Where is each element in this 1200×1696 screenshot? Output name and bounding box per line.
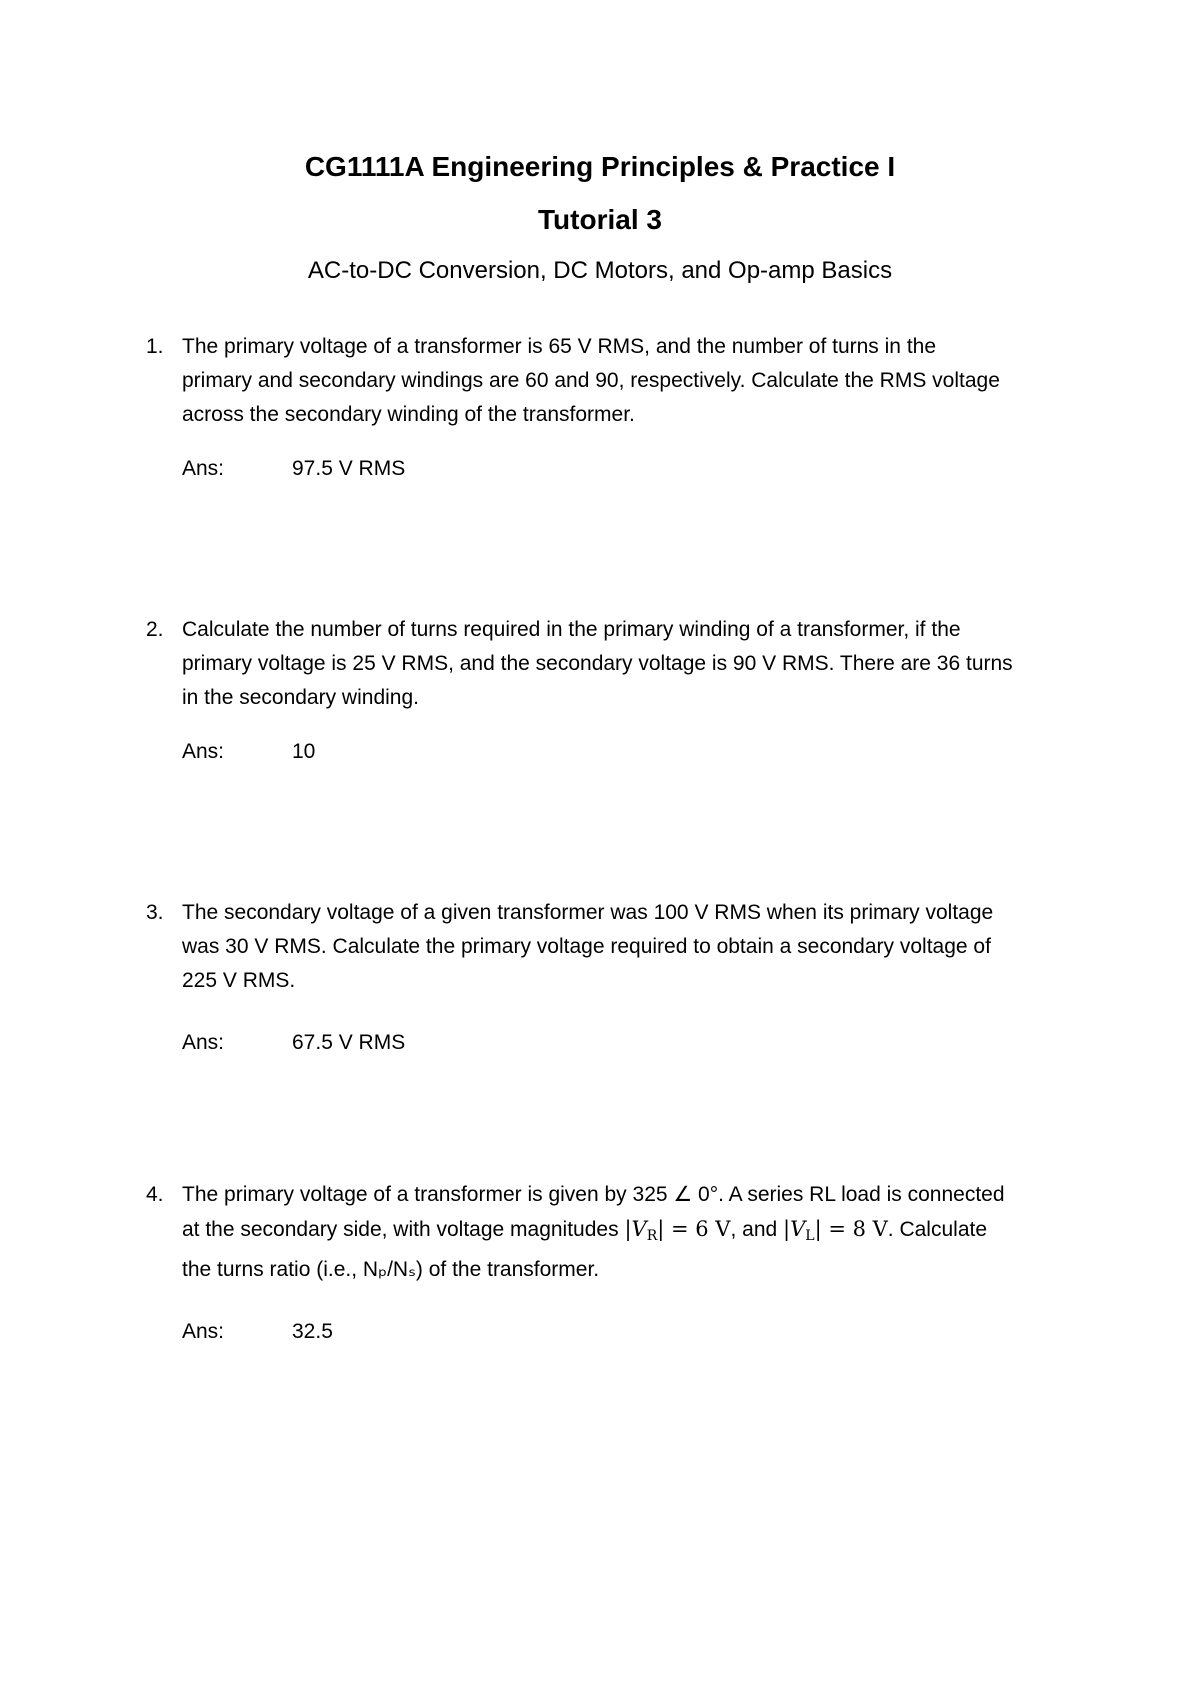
answer-label: Ans: xyxy=(182,1320,225,1343)
vl-symbol: |V xyxy=(783,1217,806,1241)
vr-value: | = 6 V xyxy=(657,1217,731,1241)
question-line: the turns ratio (i.e., Nₚ/Nₛ) of the transformer. xyxy=(182,1258,600,1281)
question-line: 225 V RMS. xyxy=(182,969,296,992)
answer-row xyxy=(182,735,1076,769)
answer-value: 97.5 V RMS xyxy=(292,457,406,480)
question-text-segment: . Calculate xyxy=(887,1218,988,1241)
question-3 xyxy=(146,896,1076,1060)
vr-magnitude xyxy=(624,1217,731,1244)
answer-value: 32.5 xyxy=(292,1320,333,1343)
question-line: The primary voltage of a transformer is 65 V RMS, and the number of turns in the xyxy=(182,335,937,358)
question-2 xyxy=(146,613,1076,769)
question-line: The primary voltage of a transformer is given by 325 ∠ 0°. A series RL load is connected xyxy=(182,1183,1005,1206)
answer-value: 10 xyxy=(292,740,316,763)
question-number: 4. xyxy=(146,1183,164,1206)
question-1 xyxy=(146,330,1076,486)
question-line: primary voltage is 25 V RMS, and the secondary voltage is 90 V RMS. There are 36 turns xyxy=(182,652,1013,675)
question-text xyxy=(182,896,1076,998)
question-line xyxy=(182,1212,1076,1253)
question-text xyxy=(182,330,1076,432)
answer-row xyxy=(182,1315,1076,1349)
vl-value: | = 8 V xyxy=(814,1217,888,1241)
question-number: 2. xyxy=(146,618,164,641)
question-line: in the secondary winding. xyxy=(182,686,419,709)
question-line: across the secondary winding of the transformer. xyxy=(182,403,635,426)
question-number: 3. xyxy=(146,901,164,924)
question-line: primary and secondary windings are 60 and 90, respectively. Calculate the RMS voltage xyxy=(182,369,1000,392)
question-text xyxy=(182,1178,1076,1287)
answer-label: Ans: xyxy=(182,457,225,480)
answer-label: Ans: xyxy=(182,740,225,763)
answer-row xyxy=(182,1026,1076,1060)
topic-subtitle: AC-to-DC Conversion, DC Motors, and Op-amp Basics xyxy=(307,257,893,284)
vl-subscript: L xyxy=(805,1228,815,1244)
vl-magnitude xyxy=(783,1217,888,1244)
answer-value: 67.5 V RMS xyxy=(292,1031,406,1054)
course-title: CG1111A Engineering Principles & Practice I xyxy=(304,151,896,182)
vr-subscript: R xyxy=(646,1228,658,1244)
question-line: Calculate the number of turns required in the primary winding of a transformer, if the xyxy=(182,618,961,641)
question-line: was 30 V RMS. Calculate the primary voltage required to obtain a secondary voltage of xyxy=(182,935,991,958)
question-4 xyxy=(146,1178,1076,1349)
question-text-segment: at the secondary side, with voltage magnitudes xyxy=(182,1218,625,1241)
question-number: 1. xyxy=(146,335,164,358)
answer-label: Ans: xyxy=(182,1031,225,1054)
vr-symbol: |V xyxy=(624,1217,647,1241)
tutorial-title: Tutorial 3 xyxy=(538,204,662,235)
question-line: The secondary voltage of a given transformer was 100 V RMS when its primary voltage xyxy=(182,901,994,924)
question-text xyxy=(182,613,1076,715)
answer-row xyxy=(182,452,1076,486)
question-text-segment: , and xyxy=(730,1218,784,1241)
